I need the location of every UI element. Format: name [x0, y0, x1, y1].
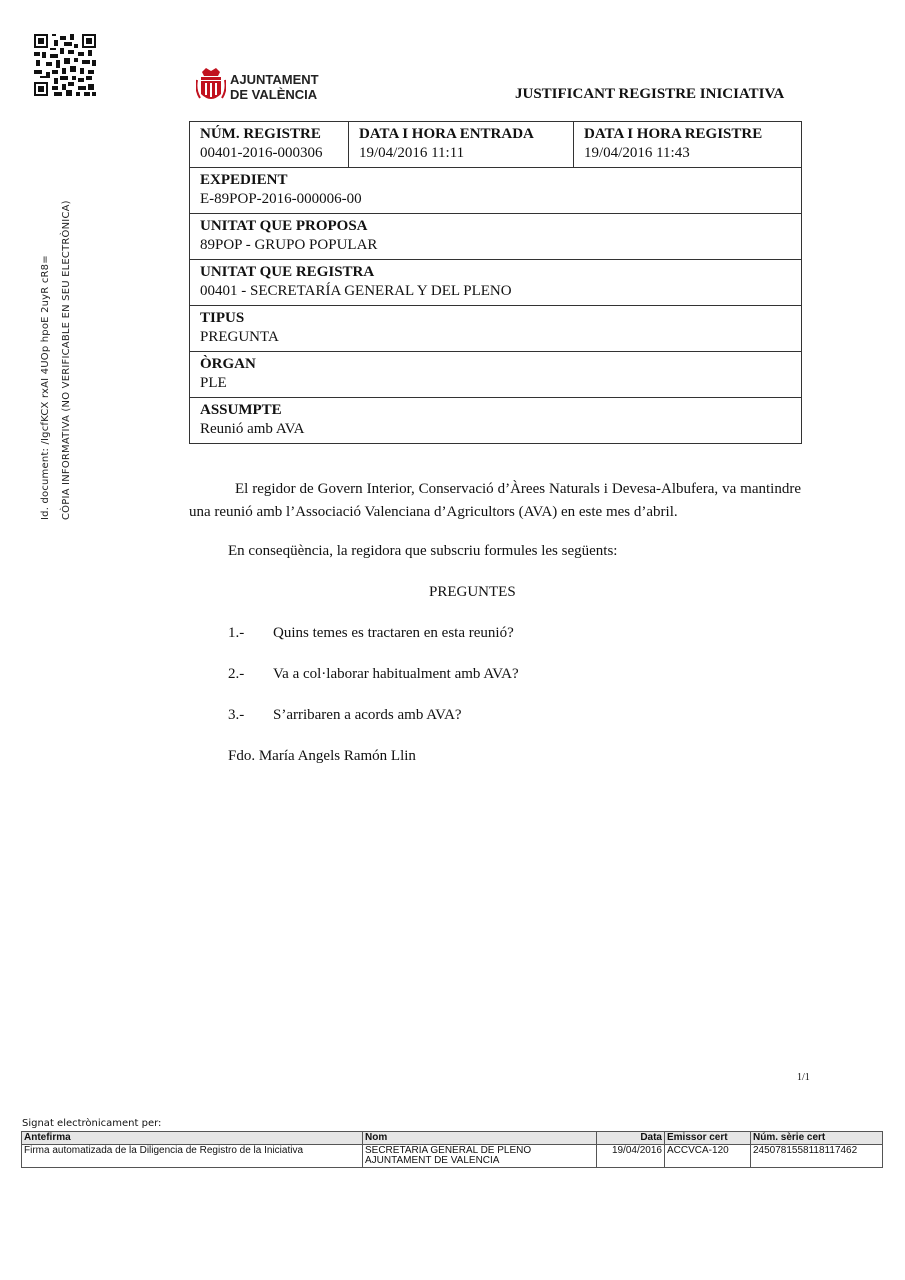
expedient-cell [190, 168, 802, 214]
document-title: JUSTIFICANT REGISTRE INICIATIVA [515, 86, 785, 102]
data-registre-cell [574, 122, 802, 168]
logo-line-2: DE VALÈNCIA [230, 87, 318, 102]
data-entrada-cell [349, 122, 574, 168]
signatory: Fdo. María Angels Ramón Llin [228, 748, 416, 764]
col-antefirma: Antefirma [22, 1132, 363, 1145]
unitat-registra-cell [190, 260, 802, 306]
body-paragraph-2: En conseqüència, la regidora que subscriu formules les següents: [228, 543, 618, 559]
signature-table [21, 1131, 883, 1168]
unitat-proposa-label: UNITAT QUE PROPOSA [200, 218, 368, 234]
unitat-proposa-cell [190, 214, 802, 260]
assumpte-cell [190, 398, 802, 444]
logo-line-1: AJUNTAMENT [230, 72, 319, 87]
question-number: 3.- [228, 707, 245, 723]
assumpte-value: Reunió amb AVA [200, 421, 305, 437]
signature-heading: Signat electrònicament per: [22, 1118, 162, 1129]
organ-row [190, 352, 802, 398]
page-number: 1/1 [797, 1072, 810, 1083]
question-item [228, 707, 462, 724]
assumpte-row [190, 398, 802, 444]
city-crest-icon [196, 68, 226, 106]
serie-value: 2450781558118117462 [751, 1145, 883, 1168]
num-registre-label: NÚM. REGISTRE [200, 126, 321, 142]
registry-table [189, 121, 802, 444]
assumpte-label: ASSUMPTE [200, 402, 282, 418]
emissor-value: ACCVCA-120 [665, 1145, 751, 1168]
organ-cell [190, 352, 802, 398]
nom-line-2: AJUNTAMENT DE VALENCIA [365, 1155, 500, 1166]
registry-row-header [190, 122, 802, 168]
expedient-row [190, 168, 802, 214]
document-id-text: Id. document: /IgcfKCX rxAI 4UOp hpoE 2uyR cR8= [40, 255, 51, 520]
col-serie: Núm. sèrie cert [751, 1132, 883, 1145]
nom-line-1: SECRETARIA GENERAL DE PLENO [365, 1145, 532, 1156]
unitat-proposa-value: 89POP - GRUPO POPULAR [200, 237, 378, 253]
col-data: Data [597, 1132, 665, 1145]
organ-value: PLE [200, 375, 227, 391]
ajuntament-logo [196, 68, 336, 108]
data-registre-label: DATA I HORA REGISTRE [584, 126, 763, 142]
tipus-cell [190, 306, 802, 352]
data-entrada-value: 19/04/2016 11:11 [359, 145, 465, 161]
num-registre-value: 00401-2016-000306 [200, 145, 323, 161]
question-text: Va a col·laborar habitualment amb AVA? [273, 666, 519, 682]
tipus-value: PREGUNTA [200, 329, 279, 345]
body-paragraph-1: El regidor de Govern Interior, Conservació d’Àrees Naturals i Devesa-Albufera, va mantindre una reunió amb l’Associació Valenciana d’Agricultors (AVA) en este mes d’abril. [189, 481, 801, 520]
expedient-label: EXPEDIENT [200, 172, 288, 188]
question-text: S’arribaren a acords amb AVA? [273, 707, 462, 723]
copy-notice-text: CÒPIA INFORMATIVA (NO VERIFICABLE EN SEU ELECTRÒNICA) [61, 200, 72, 520]
question-item [228, 625, 514, 642]
question-text: Quins temes es tractaren en esta reunió? [273, 625, 514, 641]
unitat-registra-label: UNITAT QUE REGISTRA [200, 264, 375, 280]
organ-label: ÒRGAN [200, 356, 256, 372]
signature-header-row [22, 1132, 883, 1145]
question-number: 1.- [228, 625, 245, 641]
data-value: 19/04/2016 [597, 1145, 665, 1168]
col-emissor: Emissor cert [665, 1132, 751, 1145]
col-nom: Nom [363, 1132, 597, 1145]
questions-heading: PREGUNTES [429, 584, 516, 600]
tipus-label: TIPUS [200, 310, 245, 326]
expedient-value: E-89POP-2016-000006-00 [200, 191, 362, 207]
antefirma-value: Firma automatizada de la Diligencia de Registro de la Iniciativa [22, 1145, 363, 1168]
unitat-registra-value: 00401 - SECRETARÍA GENERAL Y DEL PLENO [200, 283, 512, 299]
num-registre-cell [190, 122, 349, 168]
question-number: 2.- [228, 666, 245, 682]
signature-row [22, 1145, 883, 1168]
qr-code [34, 34, 96, 96]
data-registre-value: 19/04/2016 11:43 [584, 145, 690, 161]
question-item [228, 666, 519, 683]
tipus-row [190, 306, 802, 352]
unitat-registra-row [190, 260, 802, 306]
data-entrada-label: DATA I HORA ENTRADA [359, 126, 534, 142]
unitat-proposa-row [190, 214, 802, 260]
nom-cell [363, 1145, 597, 1168]
